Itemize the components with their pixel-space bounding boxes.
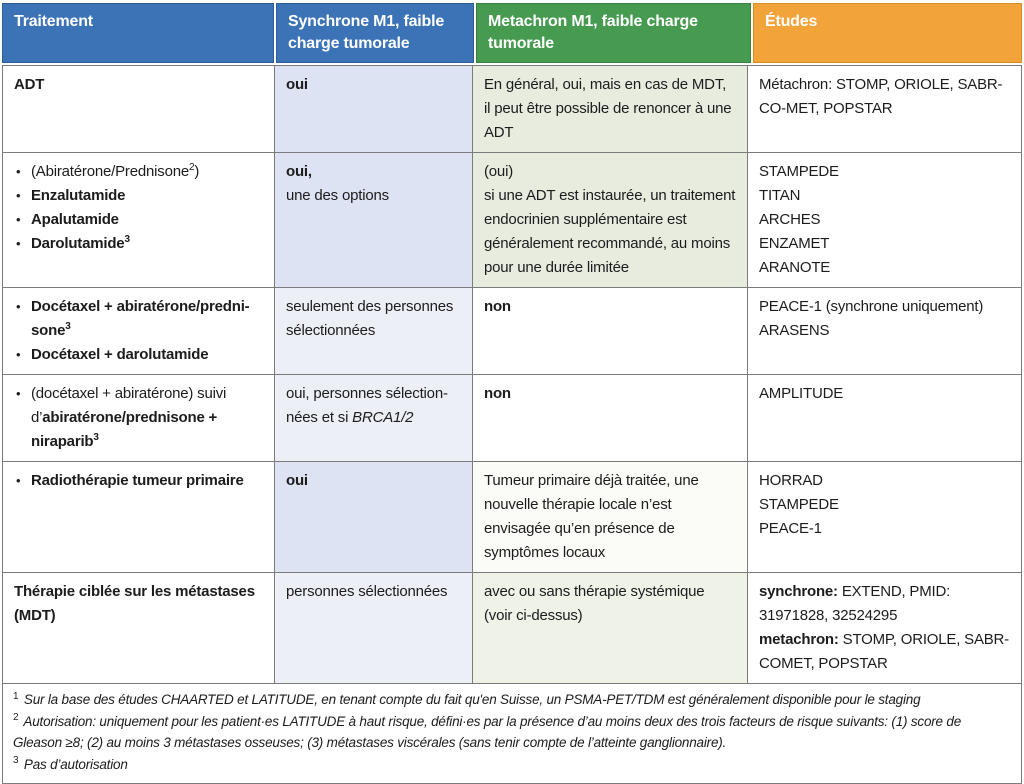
header-etudes: Études bbox=[753, 3, 1022, 63]
cell-synchrone: seulement des personnes sélectionnées bbox=[275, 288, 473, 374]
cell-metachron: avec ou sans thérapie systémique (voir ci-dessus) bbox=[473, 573, 748, 683]
treatment-item: • Radiothérapie tumeur primaire bbox=[14, 469, 263, 493]
table-row bbox=[3, 375, 1021, 462]
cell-metachron: Tumeur primaire déjà traitée, une nouvelle thérapie locale n’est envisagée qu’en présence de symptômes locaux bbox=[473, 462, 748, 572]
cell-synchrone: oui, personnes sélectionnées et si BRCA1/2 bbox=[275, 375, 473, 461]
treatment-list bbox=[14, 295, 263, 367]
cell-etudes: HORRAD STAMPEDE PEACE-1 bbox=[748, 462, 1021, 572]
table-row bbox=[3, 288, 1021, 375]
cell-traitement bbox=[3, 462, 275, 572]
treatment-list bbox=[14, 469, 263, 493]
footnote: $^3$ Pas d’autorisation bbox=[13, 755, 128, 772]
cell-etudes: AMPLITUDE bbox=[748, 375, 1021, 461]
cell-synchrone: oui bbox=[275, 462, 473, 572]
table-body-frame bbox=[2, 65, 1022, 784]
table-row bbox=[3, 153, 1021, 288]
treatment-table bbox=[2, 3, 1022, 784]
cell-metachron: non bbox=[473, 288, 748, 374]
cell-traitement bbox=[3, 288, 275, 374]
treatment-item: • Darolutamide$^3$ bbox=[14, 232, 263, 256]
cell-etudes: synchrone: EXTEND, PMID: 31971828, 32524295 metachron: STOMP, ORIOLE, SABR-COMET, POPSTAR bbox=[748, 573, 1021, 683]
treatment-item: • Enzalutamide bbox=[14, 184, 263, 208]
table-row bbox=[3, 573, 1021, 684]
header-synchrone-m1: Synchrone M1, faible charge tumorale bbox=[276, 3, 474, 63]
treatment-item: • Docétaxel + darolutamide bbox=[14, 343, 263, 367]
cell-metachron: En général, oui, mais en cas de MDT, il peut être possible de renoncer à une ADT bbox=[473, 66, 748, 152]
cell-synchrone: oui, une des options bbox=[275, 153, 473, 287]
cell-synchrone: personnes sélectionnées bbox=[275, 573, 473, 683]
treatment-item: • Docétaxel + abiratérone/prednisone$^3$ bbox=[14, 295, 263, 343]
treatment-item: Thérapie ciblée sur les métastases (MDT) bbox=[14, 583, 255, 624]
treatment-list bbox=[14, 160, 263, 256]
table-row bbox=[3, 66, 1021, 153]
table-row bbox=[3, 462, 1021, 573]
treatment-item: ADT bbox=[14, 76, 45, 93]
cell-etudes: Métachron: STOMP, ORIOLE, SABR-CO-MET, POPSTAR bbox=[748, 66, 1021, 152]
cell-etudes: PEACE-1 (synchrone uniquement) ARASENS bbox=[748, 288, 1021, 374]
treatment-item: • (Abiratérone/Prednisone$^2$) bbox=[14, 160, 263, 184]
footnote: $^2$ Autorisation: uniquement pour les patient·es LATITUDE à haut risque, défini·es par la présence d’au moins deux des trois facteurs de risque suivants: (1) score de Gleason ≥8; (2) au moins 3 métastases osseuses; (3) métastases viscérales (sans tenir compte de l’atteinte ganglionnaire). bbox=[13, 712, 962, 750]
cell-traitement bbox=[3, 153, 275, 287]
cell-synchrone: oui bbox=[275, 66, 473, 152]
treatment-item: • (docétaxel + abiratérone) suivi d’abiratérone/prednisone + niraparib$^3$ bbox=[14, 382, 263, 454]
cell-traitement bbox=[3, 573, 275, 683]
header-metachron-m1: Metachron M1, faible charge tumorale bbox=[476, 3, 751, 63]
table-header-row bbox=[2, 3, 1022, 63]
treatment-item: • Apalutamide bbox=[14, 208, 263, 232]
cell-metachron: (oui) si une ADT est instaurée, un traitement endocrinien supplémentaire est généralement recommandé, au moins pour une durée limitée bbox=[473, 153, 748, 287]
treatment-list bbox=[14, 382, 263, 454]
header-traitement: Traitement bbox=[2, 3, 274, 63]
table-body bbox=[3, 66, 1021, 684]
cell-etudes: STAMPEDE TITAN ARCHES ENZAMET ARANOTE bbox=[748, 153, 1021, 287]
cell-metachron: non bbox=[473, 375, 748, 461]
footnotes bbox=[3, 684, 1021, 783]
cell-traitement bbox=[3, 375, 275, 461]
cell-traitement bbox=[3, 66, 275, 152]
footnote: $^1$ Sur la base des études CHAARTED et LATITUDE, en tenant compte du fait qu'en Suisse, un PSMA-PET/TDM est généralement disponible pour le staging bbox=[13, 690, 921, 707]
